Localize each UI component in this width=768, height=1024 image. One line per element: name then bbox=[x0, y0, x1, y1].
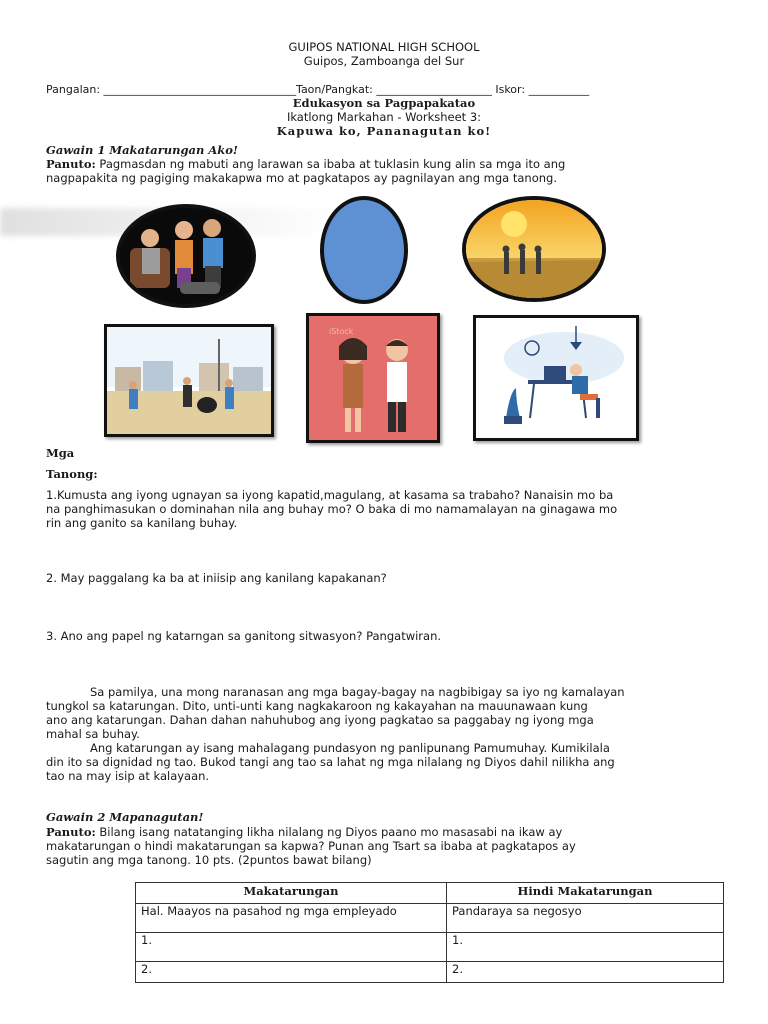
gawain2-panuto-line1 bbox=[46, 825, 562, 840]
table-row bbox=[136, 933, 724, 962]
gawain1-panuto-line2: nagpapakita ng pagiging makakapwa mo at pagkatapos ay pagnilayan ang mga tanong. bbox=[46, 171, 557, 185]
question-1-line3: rin ang ganito sa kanilang buhay. bbox=[46, 516, 238, 530]
questions-heading-1: Mga bbox=[46, 446, 75, 460]
sunset-picture bbox=[462, 196, 606, 302]
panuto-text: Bilang isang natatanging likha nilalang ng Diyos paano mo masasabi na ikaw ay bbox=[95, 825, 563, 839]
table-header-row bbox=[136, 883, 724, 904]
table-cell: 1. bbox=[447, 933, 724, 962]
couple-argument-illustration-icon bbox=[309, 316, 437, 440]
table-cell: Pandaraya sa negosyo bbox=[447, 904, 724, 933]
subject-title: Edukasyon sa Pagpapakatao bbox=[292, 96, 476, 110]
paragraph-2-line3: tao na may isip at kalayaan. bbox=[46, 769, 210, 783]
gawain2-panuto-line3: sagutin ang mga tanong. 10 pts. (2puntos bawat bilang) bbox=[46, 853, 372, 867]
questions-heading-2: Tanong: bbox=[46, 467, 98, 481]
question-3: 3. Ano ang papel ng katarngan sa ganitong sitwasyon? Pangatwiran. bbox=[46, 629, 442, 643]
paragraph-2-line2: din ito sa dignidad ng tao. Bukod tangi ang tao sa lahat ng mga nilalang ng Diyos dahil nilikha ang bbox=[46, 755, 615, 769]
gawain2-panuto-line2: makatarungan o hindi makatarungan sa kapwa? Punan ang Tsart sa ibaba at pagkatapos ay bbox=[46, 839, 576, 853]
table-row bbox=[136, 904, 724, 933]
panuto-label: Panuto: bbox=[46, 825, 96, 839]
people-sunset-illustration-icon bbox=[466, 200, 602, 298]
student-fields: Pangalan: ___________________________________Taon/Pangkat: _____________________ Iskor: ___________ bbox=[46, 83, 590, 96]
paragraph-2-line1: Ang katarungan ay isang mahalagang pundasyon ng panlipunang Pamumuhay. Kumikilala bbox=[90, 741, 610, 755]
table-cell: Hal. Maayos na pasahod ng mga empleyado bbox=[136, 904, 447, 933]
family-picture bbox=[116, 204, 256, 308]
overworked-picture bbox=[473, 315, 639, 441]
worksheet-topic: Kapuwa ko, Pananagutan ko! bbox=[276, 124, 492, 138]
cleanup-picture bbox=[104, 324, 274, 437]
table-cell: 1. bbox=[136, 933, 447, 962]
paragraph-1-line2: tungkol sa katarungan. Dito, unti-unti kang nagkakaroon ng kakayahan na mauunawaan kung bbox=[46, 699, 588, 713]
community-cleanup-illustration-icon bbox=[107, 327, 271, 434]
school-location: Guipos, Zamboanga del Sur bbox=[303, 54, 465, 68]
makatarungan-chart bbox=[135, 882, 724, 983]
question-2: 2. May paggalang ka ba at iniisip ang kanilang kapakanan? bbox=[46, 571, 387, 585]
paragraph-1-line1: Sa pamilya, una mong naranasan ang mga bagay-bagay na nagbibigay sa iyo ng kamalayan bbox=[90, 685, 625, 699]
table-cell: 2. bbox=[136, 962, 447, 983]
column-header-hindi-makatarungan: Hindi Makatarungan bbox=[447, 883, 724, 904]
blue-oval-picture bbox=[320, 196, 408, 304]
panuto-text: Pagmasdan ng mabuti ang larawan sa ibaba at tuklasin kung alin sa mga ito ang bbox=[95, 157, 566, 171]
watermark-text: iStock bbox=[329, 327, 354, 336]
paragraph-1-line3: ano ang katarungan. Dahan dahan nahuhubog ang iyong pagkatao sa paggabay ng iyong mga bbox=[46, 713, 594, 727]
panuto-label: Panuto: bbox=[46, 157, 96, 171]
paragraph-1-line4: mahal sa buhay. bbox=[46, 727, 140, 741]
column-header-makatarungan: Makatarungan bbox=[136, 883, 447, 904]
family-illustration-icon bbox=[120, 208, 252, 304]
gawain1-title: Gawain 1 Makatarungan Ako! bbox=[46, 143, 238, 157]
argument-picture bbox=[306, 313, 440, 443]
overworked-office-illustration-icon bbox=[476, 318, 636, 438]
question-1-line1: 1.Kumusta ang iyong ugnayan sa iyong kapatid,magulang, at kasama sa trabaho? Nanaisin mo ba bbox=[46, 488, 614, 502]
table-row bbox=[136, 962, 724, 983]
gawain2-title: Gawain 2 Mapanagutan! bbox=[46, 810, 204, 824]
quarter-title: Ikatlong Markahan - Worksheet 3: bbox=[286, 110, 482, 124]
question-1-line2: na panghimasukan o dominahan nila ang buhay mo? O baka di mo namamalayan na ginagawa mo bbox=[46, 502, 618, 516]
gawain1-panuto-line1 bbox=[46, 157, 565, 172]
school-name: GUIPOS NATIONAL HIGH SCHOOL bbox=[288, 40, 480, 54]
table-cell: 2. bbox=[447, 962, 724, 983]
